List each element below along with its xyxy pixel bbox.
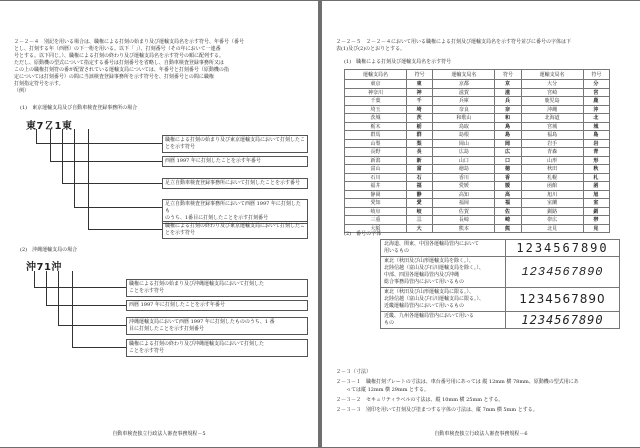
table-row (345, 139, 610, 148)
office-symbol: 分 (583, 80, 609, 89)
right-intro (336, 39, 571, 53)
table-row (345, 114, 610, 123)
office-name: 富山 (345, 165, 407, 174)
usage-text: 近畿、九州各運輸局管内において用いる (384, 313, 475, 319)
explanation-box (126, 317, 308, 335)
digit-sample: 1234567890 (506, 312, 620, 329)
office-symbol: 札 (583, 173, 609, 182)
office-symbol: 秋 (583, 165, 609, 174)
text-line: ただし、原動機の型式について指定する番号は打刻番号を省略し、自動車検査登録事務所又は (14, 60, 224, 66)
office-symbol: 城 (583, 122, 609, 131)
usage-text: 北陸信越（富山及び石川運輸支局に限る。）、 (384, 296, 485, 302)
text-line: この上の職権打刻符の番が配置されている運輸支局については、年番号と打刻番号（原動機の指 (14, 67, 229, 73)
office-symbol: 沖 (583, 105, 609, 114)
office-symbol: 神 (407, 88, 433, 97)
office-name: 長崎 (433, 216, 495, 225)
office-name: 福島 (521, 131, 583, 140)
table-row (345, 199, 610, 208)
table-row (345, 88, 610, 97)
office-symbol: 長 (407, 148, 433, 157)
case-2-code: 沖71沖 (26, 262, 62, 273)
explanation-text: 職権による打刻の終わり及び東京運輸支局において打刻したこ (165, 223, 306, 229)
office-symbol-table (344, 69, 610, 233)
section-3-heading: ２－３（寸法） (336, 369, 372, 375)
office-name: 京都 (433, 80, 495, 89)
text-line: 号とする。以下同じ。）、職権による打刻の終わり及び運輸支局名を示す符号の順に配列する。 (14, 53, 225, 59)
office-name: 茨城 (345, 114, 407, 123)
office-name: 釧路 (521, 207, 583, 216)
office-name: 愛媛 (433, 182, 495, 191)
office-symbol: 香 (495, 173, 521, 182)
office-name: 栃木 (345, 122, 407, 131)
office-name: 旭川 (521, 190, 583, 199)
table-row (345, 80, 610, 89)
office-symbol: 函 (583, 182, 609, 191)
usage-text: 東北（秋田及び山形運輸支局を除く。）、 (384, 258, 474, 264)
digit-sample: 1234567890 (506, 288, 620, 312)
explanation-text: 足立自動車検査登録事務所において打刻したことを示す番号 (165, 180, 301, 186)
digit-row (381, 288, 620, 312)
digit-row (381, 240, 620, 257)
office-name: 東京 (345, 80, 407, 89)
office-name: 鳥取 (433, 122, 495, 131)
office-symbol: 岐 (407, 207, 433, 216)
office-name: 三重 (345, 216, 407, 225)
right-page-footer: 自動車検査独立行政法人審査事務規程－6 (434, 431, 528, 437)
office-name: 福井 (345, 182, 407, 191)
explanation-text: 職権による打刻の始まり及び東京運輸支局において打刻したこ (165, 137, 306, 143)
usage-text: 近畿運輸局管内において用いるもの (384, 303, 465, 309)
table-row (345, 148, 610, 157)
office-symbol: 室 (583, 199, 609, 208)
office-symbol: 埼 (407, 105, 433, 114)
office-name: 高知 (433, 190, 495, 199)
office-symbol: 福 (495, 199, 521, 208)
left-page-footer: 自動車検査独立行政法人審査事務規程－5 (112, 431, 206, 437)
table-row (345, 97, 610, 106)
office-symbol: 釧 (583, 207, 609, 216)
table-row (345, 173, 610, 182)
right-page (322, 1, 640, 447)
office-name: 山口 (433, 156, 495, 165)
col-head-name: 運輸支局名 (345, 70, 407, 80)
case-2-heading: (2) 沖縄運輸支局の場合 (20, 247, 78, 253)
table-row (345, 190, 610, 199)
office-name: 兵庫 (433, 97, 495, 106)
office-symbol: 群 (407, 131, 433, 140)
office-name: 沖縄 (521, 105, 583, 114)
office-symbol: 青 (583, 148, 609, 157)
para-2-3-1: ２－３－１ 職権打刻プレートの寸法は、車台番号用にあっては 縦 12mm 横 78mm、原動機の型式用にあ (336, 379, 579, 385)
office-symbol: 口 (495, 156, 521, 165)
office-symbol: 滋 (495, 88, 521, 97)
case-1-code: 東7Ｚ1東 (26, 121, 73, 132)
office-symbol: 崎 (495, 216, 521, 225)
explanation-box (126, 300, 308, 311)
table-row (345, 131, 610, 140)
explanation-text: 職権による打刻の終わり及び沖縄運輸支局において打刻した (129, 341, 265, 347)
text-line: とし、打刻する年（西暦）の下一桁を用いる。以下「 」）、打刻番号（その年において一連番 (14, 46, 221, 52)
office-name: 岡山 (433, 139, 495, 148)
usage-text: 北陸信越（富山及び石川運輸支局を除く。）、 (384, 265, 484, 271)
office-symbol: 島 (583, 131, 609, 140)
office-name: 函館 (521, 182, 583, 191)
office-name: 山形 (521, 156, 583, 165)
office-name: 秋田 (521, 165, 583, 174)
para-2-3-2: ２－３－２ セキュリティラベルの寸法は、縦 10mm 横 25mm とする。 (336, 397, 504, 403)
explanation-text: ことを示す符号 (129, 348, 165, 354)
usage-text: 東北（秋田及び山形運輸支局に限る。）、 (384, 289, 475, 295)
office-name: 山梨 (345, 139, 407, 148)
office-name: 福岡 (433, 199, 495, 208)
office-name: 札幌 (521, 173, 583, 182)
text-line: ２－２－５ ２－２－４において用いる職権による打刻及び運輸支局名を示す符号並びに番号の字体は下 (336, 39, 572, 45)
text-line: ２－２－４ 別記を用いる場合は、職権による打刻の始まり及び運輸支局名を示す符号、年番号（番号 (14, 39, 245, 45)
office-symbol: 島 (495, 131, 521, 140)
table-row (345, 224, 610, 233)
explanation-text: 職権による打刻の始まり及び沖縄運輸支局において打刻した (129, 281, 265, 287)
case-1-heading: (1) 東京運輸支局及び自動車検査登録事務所の場合 (20, 105, 138, 111)
office-symbol: 富 (407, 165, 433, 174)
office-symbol: 和 (495, 114, 521, 123)
office-symbol: 鹿 (583, 97, 609, 106)
office-name: 和歌山 (433, 114, 495, 123)
table-row (345, 182, 610, 191)
office-symbol: 石 (407, 173, 433, 182)
office-symbol: 宮 (583, 88, 609, 97)
explanation-text: とを示す符号 (165, 144, 196, 150)
office-symbol: 旭 (583, 190, 609, 199)
text-line: 打刻指定符号を示す。 (14, 81, 64, 87)
office-symbol: 京 (495, 80, 521, 89)
office-symbol: 奈 (495, 105, 521, 114)
office-symbol: 帯 (583, 216, 609, 225)
office-name: 室蘭 (521, 199, 583, 208)
explanation-box (126, 339, 308, 357)
explanation-box (126, 279, 308, 297)
table-row (345, 165, 610, 174)
usage-text: 総合事務局管内において用いるもの (384, 279, 465, 285)
office-symbol: 媛 (495, 182, 521, 191)
office-name: 岐阜 (345, 207, 407, 216)
digit-usage (381, 312, 506, 329)
office-name: 新潟 (345, 156, 407, 165)
usage-text: 中部、四国各運輸局管内及び沖縄 (384, 272, 460, 278)
text-line: 表(1)及び(2)のとおりとする。 (336, 46, 406, 52)
office-symbol: 梨 (407, 139, 433, 148)
office-symbol: 三 (407, 216, 433, 225)
office-name: 宮城 (521, 122, 583, 131)
office-symbol: 新 (407, 156, 433, 165)
office-symbol: 徳 (495, 165, 521, 174)
office-symbol: 佐 (495, 207, 521, 216)
col-head-symbol: 符号 (495, 70, 521, 80)
office-symbol: 兵 (495, 97, 521, 106)
digit-sample: 1234567890 (506, 240, 620, 257)
explanation-text: 西暦 1997 年に打刻したことを示す年番号 (165, 158, 261, 164)
col-head-name: 運輸支局名 (521, 70, 583, 80)
table-2-heading: (2) 番号の字体 (344, 231, 382, 237)
digit-row (381, 257, 620, 288)
office-name: 北海道 (521, 114, 583, 123)
office-name: 大分 (521, 80, 583, 89)
usage-text: もの (384, 320, 395, 326)
office-symbol: 大 (407, 224, 433, 233)
explanation-text: とを示す符号 (165, 230, 196, 236)
digit-usage (381, 257, 506, 288)
explanation-text: のうち、1番目に打刻したことを示す打刻番号 (165, 215, 269, 221)
explanation-box (162, 221, 308, 239)
office-symbol: 鳥 (495, 122, 521, 131)
office-name: 大阪 (345, 224, 407, 233)
office-name: 神奈川 (345, 88, 407, 97)
digit-usage (381, 288, 506, 312)
office-name: 静岡 (345, 190, 407, 199)
col-head-symbol: 符号 (407, 70, 433, 80)
explanation-text: 足立自動車検査登録事務所において西暦 1997 年に打刻したも (165, 201, 301, 214)
office-name: 宮崎 (521, 88, 583, 97)
office-name: 千葉 (345, 97, 407, 106)
office-name: 広島 (433, 148, 495, 157)
left-page (0, 1, 318, 447)
usage-text: 北海道、関東、中国各運輸局管内において (384, 241, 480, 247)
office-symbol: 広 (495, 148, 521, 157)
office-symbol: 熊 (495, 224, 521, 233)
digit-row (381, 312, 620, 329)
explanation-box (162, 156, 308, 167)
para-2-3-1-cont: っては縦 12mm 横 29mm とする。 (346, 387, 430, 393)
table-row (345, 207, 610, 216)
para-2-3-3: ２－３－３ 別印を用いて打刻及び塗まつする字体の寸法は、縦 7mm 横 5mm とする。 (336, 407, 538, 413)
office-name: 愛知 (345, 199, 407, 208)
office-name: 熊本 (433, 224, 495, 233)
office-name: 北見 (521, 224, 583, 233)
table-1-heading: (1) 職権による打刻及び運輸支局名を示す符号 (344, 59, 452, 65)
digit-usage (381, 240, 506, 257)
col-head-symbol: 符号 (583, 70, 609, 80)
table-row (345, 216, 610, 225)
office-name: 群馬 (345, 131, 407, 140)
explanation-box (162, 178, 308, 189)
example-label: （例） (14, 88, 30, 94)
table-row (345, 122, 610, 131)
office-name: 帯広 (521, 216, 583, 225)
office-symbol: 岩 (583, 139, 609, 148)
col-head-name: 運輸支局名 (433, 70, 495, 80)
office-name: 佐賀 (433, 207, 495, 216)
explanation-text: 目に打刻したことを示す打刻番号 (129, 326, 205, 332)
explanation-text: 西暦 1997 年に打刻したことを示す年番号 (129, 302, 225, 308)
office-name: 石川 (345, 173, 407, 182)
left-intro (14, 39, 244, 88)
explanation-text: 沖縄運輸支局において西暦 1997 年に打刻したもののうち、1 番 (129, 319, 275, 325)
office-symbol: 愛 (407, 199, 433, 208)
office-name: 香川 (433, 173, 495, 182)
digit-font-table (380, 239, 620, 329)
explanation-box (162, 135, 308, 153)
office-name: 岩手 (521, 139, 583, 148)
office-symbol: 東 (407, 80, 433, 89)
digit-sample: 1234567890 (506, 257, 620, 288)
office-symbol: 栃 (407, 122, 433, 131)
usage-text: 用いるもの (384, 248, 410, 254)
table-row (345, 105, 610, 114)
office-symbol: 千 (407, 97, 433, 106)
office-symbol: 高 (495, 190, 521, 199)
office-name: 奈良 (433, 105, 495, 114)
office-symbol: 茨 (407, 114, 433, 123)
office-symbol: 岡 (495, 139, 521, 148)
office-name: 滋賀 (433, 88, 495, 97)
office-symbol: 見 (583, 224, 609, 233)
explanation-text: ことを示す符号 (129, 288, 165, 294)
office-name: 島根 (433, 131, 495, 140)
office-symbol: 福 (407, 182, 433, 191)
text-line: 定については打刻番号）の間に当該検査登録事務所を示す符号を、打刻番号との間に職権 (14, 74, 214, 80)
office-name: 長野 (345, 148, 407, 157)
office-symbol: 静 (407, 190, 433, 199)
office-name: 埼玉 (345, 105, 407, 114)
office-symbol: 形 (583, 156, 609, 165)
table-row (345, 156, 610, 165)
office-symbol: 北 (583, 114, 609, 123)
office-name: 青森 (521, 148, 583, 157)
office-name: 徳島 (433, 165, 495, 174)
office-name: 鹿児島 (521, 97, 583, 106)
